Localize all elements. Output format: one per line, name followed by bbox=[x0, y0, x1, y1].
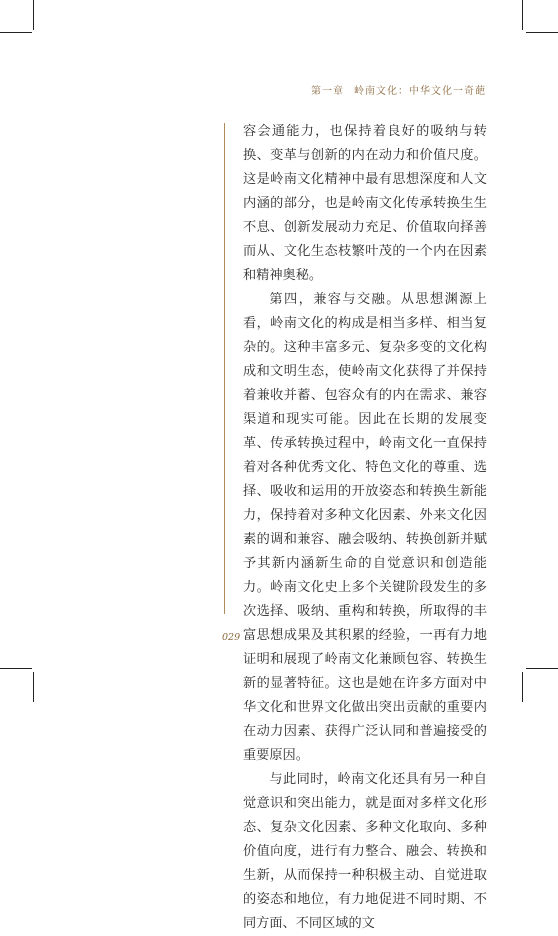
paragraph: 第四，兼容与交融。从思想渊源上看，岭南文化的构成是相当多样、相当复杂的。这种丰富多元、复杂多变的文化构成和文明生态，使岭南文化获得了并保持着兼收并蓄、包容众有的内在需求、兼容渠道和现实可能。因此在长期的发展变革、传承转换过程中，岭南文化一直保持着对各种优秀文化、特色文化的尊重、选择、吸收和运用的开放姿态和转换生新能力，保持着对多种文化因素、外来文化因素的调和兼容、融会吸纳、转换创新并赋予其新内涵新生命的自觉意识和创造能力。岭南文化史上多个关键阶段发生的多次选择、吸纳、重构和转换，所取得的丰富思想成果及其积累的经验，一再有力地证明和展现了岭南文化兼顾包容、转换生新的显著特征。这也是她在许多方面对中华文化和世界文化做出突出贡献的重要内在动力因素、获得广泛认同和普遍接受的重要原因。 bbox=[243, 292, 487, 763]
crop-mark-top-left-horizontal bbox=[0, 32, 32, 33]
crop-mark-bottom-right-vertical bbox=[522, 672, 523, 702]
crop-mark-top-left-vertical bbox=[33, 0, 34, 30]
crop-mark-bottom-left-vertical bbox=[33, 672, 34, 702]
crop-mark-bottom-left-horizontal bbox=[0, 668, 32, 669]
paragraph: 与此同时，岭南文化还具有另一种自觉意识和突出能力，就是面对多样文化形态、复杂文化因素、多种文化取向、多种价值向度，进行有力整合、融会、转换和生新，从而保持一种积极主动、自觉进取的姿态和地位，有力地促进不同时期、不同方面、不同区域的文 bbox=[243, 772, 487, 931]
paragraph: 容会通能力，也保持着良好的吸纳与转换、变革与创新的内在动力和价值尺度。这是岭南文化精神中最有思想深度和人文内涵的部分，也是岭南文化传承转换生生不息、创新发展动力充足、价值取向择善而从、文化生态枝繁叶茂的一个内在因素和精神奥秘。 bbox=[243, 124, 487, 283]
crop-mark-top-right-horizontal bbox=[526, 32, 558, 33]
margin-rule bbox=[224, 123, 225, 614]
crop-mark-top-right-vertical bbox=[522, 0, 523, 30]
chapter-title: 岭南文化：中华文化一奇葩 bbox=[354, 86, 486, 97]
running-header bbox=[311, 82, 486, 97]
page-number: 029 bbox=[222, 632, 241, 643]
chapter-label: 第一章 bbox=[311, 86, 344, 97]
body-text bbox=[243, 120, 487, 936]
crop-mark-bottom-right-horizontal bbox=[526, 668, 558, 669]
